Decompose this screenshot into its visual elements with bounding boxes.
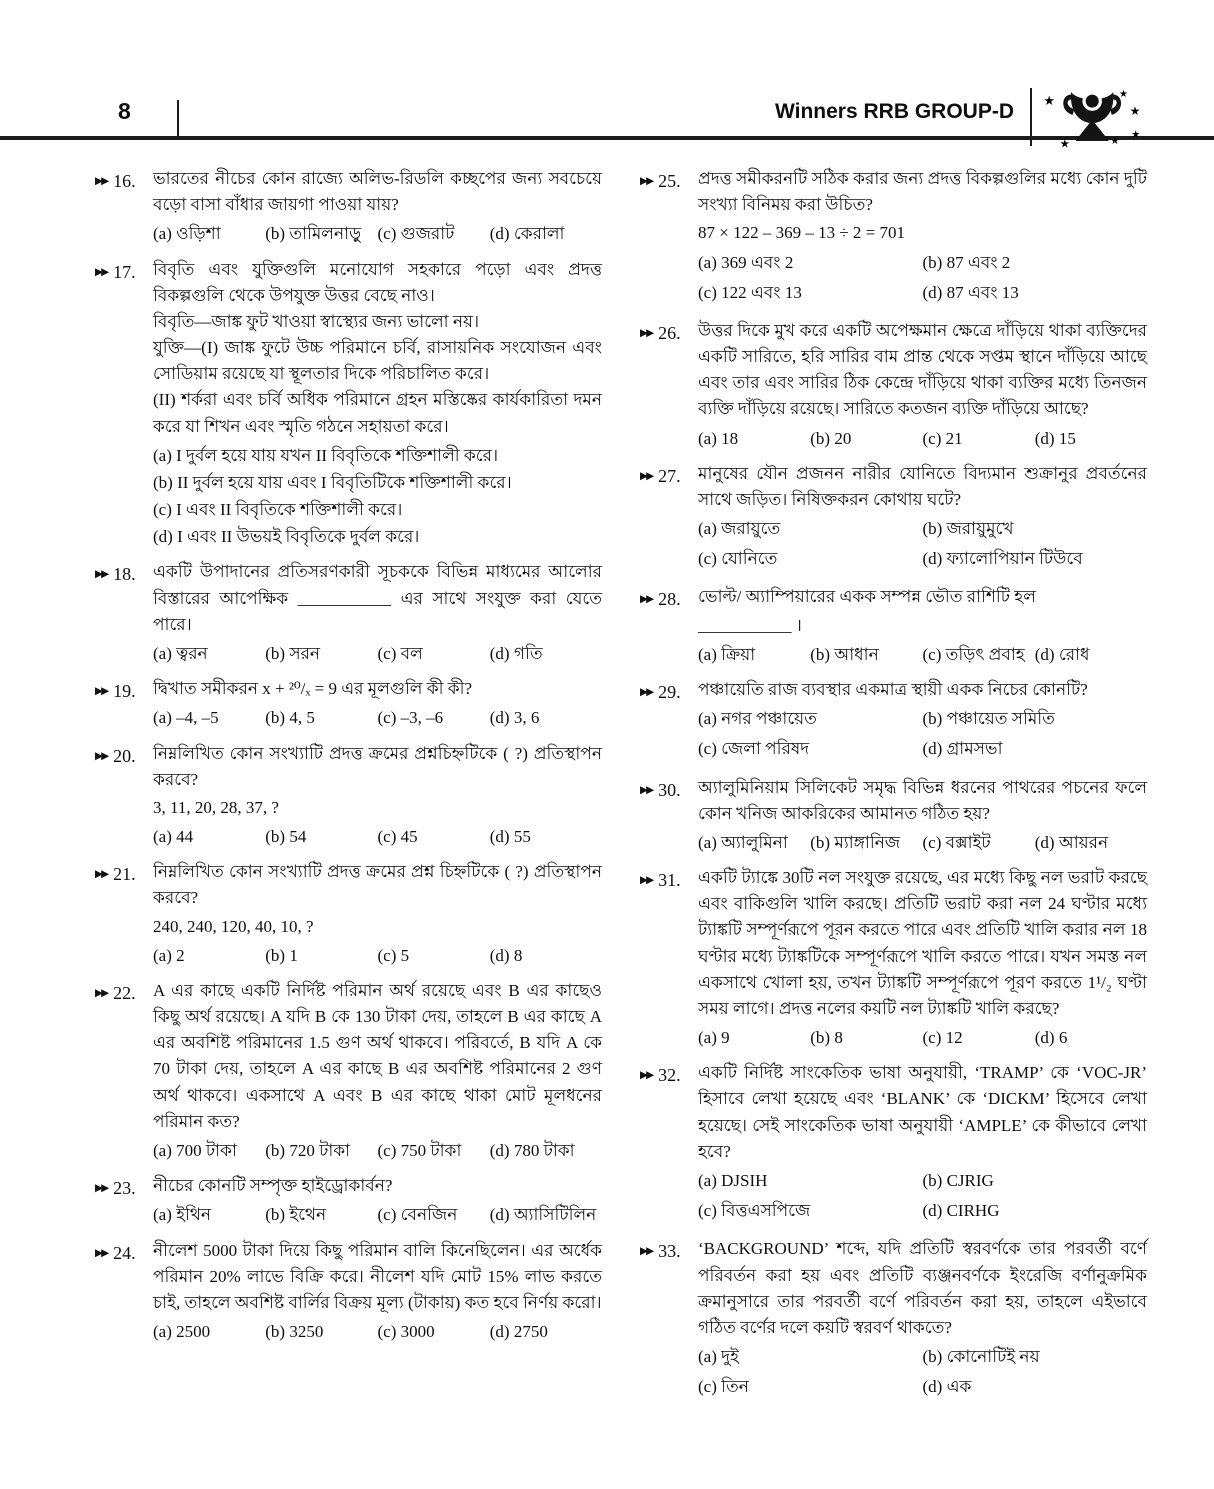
question-content xyxy=(153,257,602,551)
answer-option: (a) ক্রিয়া xyxy=(698,644,756,664)
fast-forward-icon: ▶▶ xyxy=(640,1069,653,1082)
answer-option: (b) জরায়ুমুখে xyxy=(922,519,1014,539)
options-group xyxy=(698,829,1147,856)
fast-forward-icon: ▶▶ xyxy=(640,1245,653,1258)
answer-option: (c) বেনজিন xyxy=(377,1205,458,1225)
question-number: 33. xyxy=(658,1241,681,1262)
answer-option: (b) 4, 5 xyxy=(265,708,315,728)
answer-option: (a) জরায়ুতে xyxy=(698,519,781,539)
question-block xyxy=(640,865,1147,1051)
question-number: 24. xyxy=(113,1242,136,1263)
question-content xyxy=(698,1060,1147,1227)
title-divider xyxy=(1030,88,1032,146)
question-content xyxy=(153,859,602,969)
answer-option: (b) ইথেন xyxy=(265,1205,327,1225)
question-number: 26. xyxy=(658,322,681,343)
star-icon: ★ xyxy=(1043,93,1056,109)
fast-forward-icon: ▶▶ xyxy=(640,686,653,699)
left-column xyxy=(95,166,602,1412)
answer-option: (a) 18 xyxy=(698,428,739,448)
question-number: 18. xyxy=(113,564,136,585)
answer-option: (d) এক xyxy=(922,1377,972,1397)
page-number-divider xyxy=(177,100,179,137)
fast-forward-icon: ▶▶ xyxy=(95,1246,108,1259)
answer-option: (d) CIRHG xyxy=(922,1201,1000,1221)
answer-option: (d) গ্রামসভা xyxy=(922,739,1003,759)
answer-option: (a) ইথিন xyxy=(153,1205,211,1225)
question-block xyxy=(640,775,1147,857)
answer-option: (a) 44 xyxy=(153,827,194,847)
answer-option: (b) 720 টাকা xyxy=(265,1140,351,1160)
page-title: Winners RRB GROUP-D xyxy=(775,100,1014,123)
answer-option: (a) 9 xyxy=(698,1028,730,1048)
question-gutter xyxy=(640,865,698,1051)
question-gutter xyxy=(95,559,153,667)
question-content xyxy=(153,166,602,248)
answer-option: (d) রোধ xyxy=(1034,644,1090,664)
options-group xyxy=(698,1167,1147,1227)
question-gutter xyxy=(640,1236,698,1403)
answer-option: (c) 3000 xyxy=(377,1322,435,1342)
question-block xyxy=(95,559,602,667)
options-group xyxy=(698,641,1147,668)
options-group xyxy=(153,1318,602,1345)
question-number: 32. xyxy=(658,1065,681,1086)
question-block xyxy=(95,1173,602,1228)
question-block xyxy=(640,584,1147,668)
question-block xyxy=(640,1060,1147,1227)
question-paragraph: 87 × 122 – 369 – 13 ÷ 2 = 701 xyxy=(698,223,906,243)
answer-option: (b) 1 xyxy=(265,945,298,965)
question-paragraph: বিবৃতি—জাঙ্ক ফুট খাওয়া স্বাস্থ্যের জন্য ভালো নয়। xyxy=(153,311,480,331)
question-block xyxy=(95,257,602,551)
star-icon: ★ xyxy=(1110,136,1120,148)
answer-option: (c) I এবং II বিবৃতিকে শক্তিশালী করে। xyxy=(153,500,403,520)
question-number: 28. xyxy=(658,589,681,610)
answer-option: (d) আয়রন xyxy=(1034,832,1109,852)
answer-option: (b) 54 xyxy=(265,827,307,847)
question-number: 22. xyxy=(113,982,136,1003)
answer-option: (d) অ্যাসিটিলিন xyxy=(489,1205,597,1225)
answer-option: (d) কেরালা xyxy=(489,224,565,244)
question-block xyxy=(640,318,1147,452)
question-number: 29. xyxy=(658,682,681,703)
answer-option: (c) 5 xyxy=(377,945,410,965)
question-paragraph: বিবৃতি এবং যুক্তিগুলি মনোযোগ সহকারে পড়ো এবং প্রদত্ত বিকল্পগুলি থেকে উপযুক্ত উত্তর বেছে নাও। xyxy=(153,259,602,305)
fast-forward-icon: ▶▶ xyxy=(95,175,108,187)
options-group xyxy=(153,823,602,850)
question-content xyxy=(698,584,1147,668)
answer-option: (b) কোনোটিই নয় xyxy=(922,1347,1040,1367)
question-paragraph: উত্তর দিকে মুখ করে একটি অপেক্ষমান ক্ষেত্রে দাঁড়িয়ে থাকা ব্যক্তিদের একটি সারিতে, হরি সারির বাম প্রান্ত থেকে সপ্তম স্থানে দাঁড়িয়ে আছে এবং তার এবং সারির ঠিক কেন্দ্রে দাঁড়িয়ে থাকা ব্যক্তির মধ্যে তিনজন ব্যক্তি দাঁড়িয়ে রয়েছে। সারিতে কতজন ব্যক্তি দাঁড়িয়ে আছে? xyxy=(698,320,1147,419)
question-number: 16. xyxy=(113,171,136,191)
answer-option: (a) 369 এবং 2 xyxy=(698,252,794,272)
question-paragraph: ‘BACKGROUND’ শব্দে, যদি প্রতিটি স্বরবর্ণকে তার পরবর্তী বর্ণে পরিবর্তন করা হয় এবং প্রতিটি ব্যঞ্জনবর্ণকে ইংরেজি বর্ণানুক্রমিক ক্রমানুসারে তার পরবর্তী বর্ণে পরিবর্তন করা হয়, তাহলে এইভাবে গঠিত বর্ণের দলে কয়টি স্বরবর্ণ থাকতে? xyxy=(698,1239,1147,1337)
answer-option: (d) I এবং II উভয়ই বিবৃতিকে দুর্বল করে। xyxy=(153,527,420,547)
answer-option: (a) নগর পঞ্চায়েত xyxy=(698,709,817,729)
options-group xyxy=(153,220,602,247)
answer-option: (d) 87 এবং 13 xyxy=(922,282,1019,302)
trophy-ball xyxy=(1086,95,1099,108)
fast-forward-icon: ▶▶ xyxy=(640,593,653,606)
answer-option: (c) বিত্তএসপিজে xyxy=(698,1201,811,1221)
answer-option: (b) II দুর্বল হয়ে যায় এবং I বিবৃতিটিকে শক্তিশালী করে। xyxy=(153,472,512,492)
answer-option: (c) 122 এবং 13 xyxy=(698,282,802,302)
question-content xyxy=(698,865,1147,1051)
fast-forward-icon: ▶▶ xyxy=(95,986,108,999)
answer-option: (b) পঞ্চায়েত সমিতি xyxy=(922,709,1055,729)
answer-option: (a) 2500 xyxy=(153,1322,211,1342)
answer-option: (c) জেলা পরিষদ xyxy=(698,739,810,759)
answer-option: (c) যোনিতে xyxy=(698,549,778,569)
fast-forward-icon: ▶▶ xyxy=(95,749,108,762)
question-paragraph: নীচের কোনটি সম্পৃক্ত হাইড্রোকার্বন? xyxy=(153,1176,393,1196)
answer-option: (d) 6 xyxy=(1034,1028,1068,1048)
options-group xyxy=(698,1343,1147,1403)
question-content xyxy=(698,775,1147,857)
question-number: 17. xyxy=(113,261,136,282)
options-group xyxy=(698,249,1147,309)
answer-option: (c) –3, –6 xyxy=(377,708,444,728)
answer-option: (a) ত্বরন xyxy=(153,644,208,663)
answer-option: (c) বক্সাইট xyxy=(922,832,991,852)
options-group xyxy=(698,705,1147,765)
question-number: 21. xyxy=(113,864,136,885)
fast-forward-icon: ▶▶ xyxy=(640,874,653,887)
options-group xyxy=(698,1024,1147,1051)
star-icon: ★ xyxy=(1119,89,1128,101)
options-group xyxy=(698,515,1147,575)
question-block xyxy=(95,166,602,248)
question-gutter xyxy=(95,166,153,248)
question-content xyxy=(698,1236,1147,1403)
question-content xyxy=(698,318,1147,452)
question-paragraph: ভারতের নীচের কোন রাজ্যে অলিভ-রিডলি কচ্ছপের জন্য সবচেয়ে বড়ো বাসা বাঁধার জায়গা পাওয়া যায়? xyxy=(153,169,602,215)
answer-option: (b) তামিলনাড়ু xyxy=(265,224,362,244)
answer-option: (c) তড়িৎ প্রবাহ xyxy=(922,644,1025,664)
star-icon: ★ xyxy=(1129,103,1141,118)
question-gutter xyxy=(95,978,153,1164)
answer-option: (a) 700 টাকা xyxy=(153,1140,237,1160)
question-paragraph: 3, 11, 20, 28, 37, ? xyxy=(153,797,279,817)
question-paragraph: ভোল্ট/ অ্যাম্পিয়ারের একক সম্পন্ন ভৌত রাশিটি হল xyxy=(698,587,1036,607)
answer-option: (d) গতি xyxy=(489,644,543,663)
question-block xyxy=(640,677,1147,766)
question-gutter xyxy=(640,461,698,576)
question-paragraph: নিম্নলিখিত কোন সংখ্যাটি প্রদত্ত ক্রমের প্রশ্ন চিহ্নটিকে ( ?) প্রতিস্থাপন করবে? xyxy=(153,862,602,908)
answer-option: (b) 3250 xyxy=(265,1322,324,1342)
question-number: 19. xyxy=(113,681,136,702)
answer-option: (c) 12 xyxy=(922,1028,963,1048)
options-group xyxy=(153,640,602,667)
question-paragraph: দ্বিখাত সমীকরন x + ²⁰/ₓ = 9 এর মূলগুলি কী কী? xyxy=(153,679,473,699)
answer-option: (b) 20 xyxy=(810,428,852,448)
question-number: 30. xyxy=(658,779,681,800)
options-group xyxy=(153,1137,602,1164)
question-paragraph: মানুষের যৌন প্রজনন নারীর যোনিতে বিদ্যমান শুক্রানুর প্রবর্তনের সাথে জড়িত। নিষিক্তকরন কোথায় ঘটে? xyxy=(698,463,1147,509)
question-number: 23. xyxy=(113,1178,136,1199)
answer-option: (c) তিন xyxy=(698,1377,749,1397)
question-block xyxy=(95,741,602,851)
question-content xyxy=(698,166,1147,309)
right-column xyxy=(640,166,1147,1412)
fast-forward-icon: ▶▶ xyxy=(640,326,653,339)
answer-option: (a) –4, –5 xyxy=(153,708,219,728)
options-group xyxy=(153,942,602,969)
question-block xyxy=(640,1236,1147,1403)
question-content xyxy=(153,1173,602,1228)
answer-option: (d) 15 xyxy=(1034,428,1076,448)
answer-option: (c) বল xyxy=(377,644,423,663)
options-group xyxy=(153,1201,602,1228)
question-gutter xyxy=(640,584,698,668)
question-content xyxy=(153,978,602,1164)
question-content xyxy=(153,741,602,851)
fast-forward-icon: ▶▶ xyxy=(95,868,108,881)
star-icon: ★ xyxy=(1059,138,1070,151)
options-group xyxy=(698,425,1147,452)
answer-option: (b) 8 xyxy=(810,1028,843,1048)
fast-forward-icon: ▶▶ xyxy=(95,568,108,581)
answer-option: (d) 55 xyxy=(489,827,531,847)
answer-option: (c) 21 xyxy=(922,428,963,448)
trophy-logo-icon xyxy=(1040,84,1146,154)
question-paragraph: (II) শর্করা এবং চর্বি অধিক পরিমানে গ্রহন মস্তিষ্কের কার্যকারিতা দমন করে যা শিখন এবং স্মৃতি গঠনে সহায়তা করে। xyxy=(153,390,602,436)
question-gutter xyxy=(95,741,153,851)
question-gutter xyxy=(95,257,153,551)
options-group xyxy=(153,442,602,551)
page-number: 8 xyxy=(118,98,131,124)
question-block xyxy=(95,1238,602,1346)
answer-option: (a) 2 xyxy=(153,945,185,965)
options-group xyxy=(153,704,602,731)
question-number: 25. xyxy=(658,171,681,191)
answer-option: (d) 3, 6 xyxy=(489,708,540,728)
fast-forward-icon: ▶▶ xyxy=(95,1182,108,1195)
question-block xyxy=(95,676,602,731)
question-gutter xyxy=(640,318,698,452)
question-paragraph: যুক্তি—(I) জাঙ্ক ফুটে উচ্চ পরিমানে চর্বি, রাসায়নিক সংযোজন এবং সোডিয়াম রয়েছে যা স্থূলতার দিকে পরিচালিত করে। xyxy=(153,338,602,384)
fast-forward-icon: ▶▶ xyxy=(640,469,653,482)
question-paragraph: নীলেশ 5000 টাকা দিয়ে কিছু পরিমান বালি কিনেছিলেন। এর অর্ধেক পরিমান 20% লাভে বিক্রি করে। নীলেশ যদি মোট 15% লাভ করতে চাই, তাহলে অবশিষ্ট বার্লির বিক্রয় মূল্য (টাকায়) কত হবে নির্ণয় করো। xyxy=(153,1240,602,1312)
question-gutter xyxy=(95,1173,153,1228)
fast-forward-icon: ▶▶ xyxy=(95,685,108,698)
question-number: 27. xyxy=(658,465,681,486)
answer-option: (d) 780 টাকা xyxy=(489,1140,575,1160)
answer-option: (b) আধান xyxy=(810,644,879,664)
question-block xyxy=(640,461,1147,576)
question-block xyxy=(95,978,602,1164)
question-gutter xyxy=(95,676,153,731)
question-gutter xyxy=(95,859,153,969)
question-content xyxy=(153,559,602,667)
answer-option: (a) DJSIH xyxy=(698,1171,768,1190)
question-gutter xyxy=(95,1238,153,1346)
question-area xyxy=(95,166,1147,1412)
question-number: 31. xyxy=(658,870,681,891)
question-paragraph: একটি নির্দিষ্ট সাংকেতিক ভাষা অনুযায়ী, ‘TRAMP’ কে ‘VOC-JR’ হিসাবে লেখা হয়েছে এবং ‘BLANK’ কে ‘DICKM’ হিসেবে লেখা হয়েছে। সেই সাংকেতিক ভাষা অনুযায়ী ‘AMPLE’ কে কীভাবে লেখা হবে? xyxy=(698,1063,1147,1161)
answer-option: (b) 87 এবং 2 xyxy=(922,252,1011,272)
answer-option: (a) অ্যালুমিনা xyxy=(698,832,788,852)
question-block xyxy=(640,166,1147,309)
answer-option: (b) ম্যাঙ্গানিজ xyxy=(810,832,901,852)
question-gutter xyxy=(640,166,698,309)
fast-forward-icon: ▶▶ xyxy=(95,265,108,278)
star-icon: ★ xyxy=(1131,129,1141,141)
answer-option: (b) CJRIG xyxy=(922,1171,994,1190)
answer-option: (a) ওড়িশা xyxy=(153,224,221,244)
answer-option: (d) 2750 xyxy=(489,1322,548,1342)
question-paragraph: একটি উপাদানের প্রতিসরণকারী সূচককে বিভিন্ন মাধ্যমের আলোর বিস্তারের আপেক্ষিক ___________ এর সাথে সংযুক্ত করা যেতে পারে। xyxy=(153,562,602,634)
answer-option: (d) ফ্যালোপিয়ান টিউবে xyxy=(922,549,1083,569)
question-paragraph: ___________ । xyxy=(698,615,802,635)
answer-option: (d) 8 xyxy=(489,945,523,965)
question-content xyxy=(153,1238,602,1346)
fast-forward-icon: ▶▶ xyxy=(640,175,653,187)
answer-option: (a) I দুর্বল হয়ে যায় যখন II বিবৃতিকে শক্তিশালী করে। xyxy=(153,445,499,465)
question-content xyxy=(698,677,1147,766)
question-paragraph: একটি ট্যাঙ্কে 30টি নল সংযুক্ত রয়েছে, এর মধ্যে কিছু নল ভরাট করছে এবং বাকিগুলি খালি করছে। প্রতিটি ভরাট করা নল 24 ঘণ্টার মধ্যে ট্যাঙ্কটি সম্পূর্ণরূপে পূরন করতে পারে এবং প্রতিটি খালি করার নল 18 ঘণ্টার মধ্যে ট্যাঙ্কটিকে সম্পূর্ণরূপে খালি করতে পারে। যখন সমস্ত নল একসাথে খোলা হয়, তখন ট্যাঙ্কটি সম্পূর্ণরূপে পূরণ করতে 1¹/₂ ঘণ্টা সময় লাগে। প্রদত্ত নলের কয়টি নল ট্যাঙ্কটি খালি করছে? xyxy=(698,868,1147,1018)
question-gutter xyxy=(640,1060,698,1227)
answer-option: (c) 45 xyxy=(377,827,418,847)
question-paragraph: প্রদত্ত সমীকরনটি সঠিক করার জন্য প্রদত্ত বিকল্পগুলির মধ্যে কোন দুটি সংখ্যা বিনিময় করা উচিত? xyxy=(698,169,1147,215)
fast-forward-icon: ▶▶ xyxy=(640,783,653,796)
question-block xyxy=(95,859,602,969)
answer-option: (c) 750 টাকা xyxy=(377,1140,462,1160)
answer-option: (c) গুজরাট xyxy=(377,224,455,244)
question-number: 20. xyxy=(113,745,136,766)
question-paragraph: পঞ্চায়েতি রাজ ব্যবস্থার একমাত্র স্থায়ী একক নিচের কোনটি? xyxy=(698,680,1088,700)
question-content xyxy=(698,461,1147,576)
question-gutter xyxy=(640,677,698,766)
question-paragraph: অ্যালুমিনিয়াম সিলিকেট সমৃদ্ধ বিভিন্ন ধরনের পাথরের পচনের ফলে কোন খনিজ আকরিকের আমানত গঠিত হয়? xyxy=(698,777,1147,823)
answer-option: (a) দুই xyxy=(698,1347,739,1367)
question-content xyxy=(153,676,602,731)
question-paragraph: A এর কাছে একটি নির্দিষ্ট পরিমান অর্থ রয়েছে এবং B এর কাছেও কিছু অর্থ রয়েছে। A যদি B কে 130 টাকা দেয়, তাহলে B এর কাছে A এর অবশিষ্ট পরিমানের 1.5 গুণ অর্থ থাকবে। পরিবর্তে, B যদি A কে 70 টাকা দেয়, তাহলে A এর কাছে B এর অবশিষ্ট পরিমানের 2 গুণ অর্থ থাকবে। একসাথে A এবং B এর কাছে থাকা মোট মূলধনের পরিমান কত? xyxy=(153,980,602,1131)
question-paragraph: 240, 240, 120, 40, 10, ? xyxy=(153,916,314,936)
answer-option: (b) সরন xyxy=(265,644,321,663)
question-paragraph: নিম্নলিখিত কোন সংখ্যাটি প্রদত্ত ক্রমের প্রশ্নচিহ্নটিকে ( ?) প্রতিস্থাপন করবে? xyxy=(153,743,602,789)
question-gutter xyxy=(640,775,698,857)
